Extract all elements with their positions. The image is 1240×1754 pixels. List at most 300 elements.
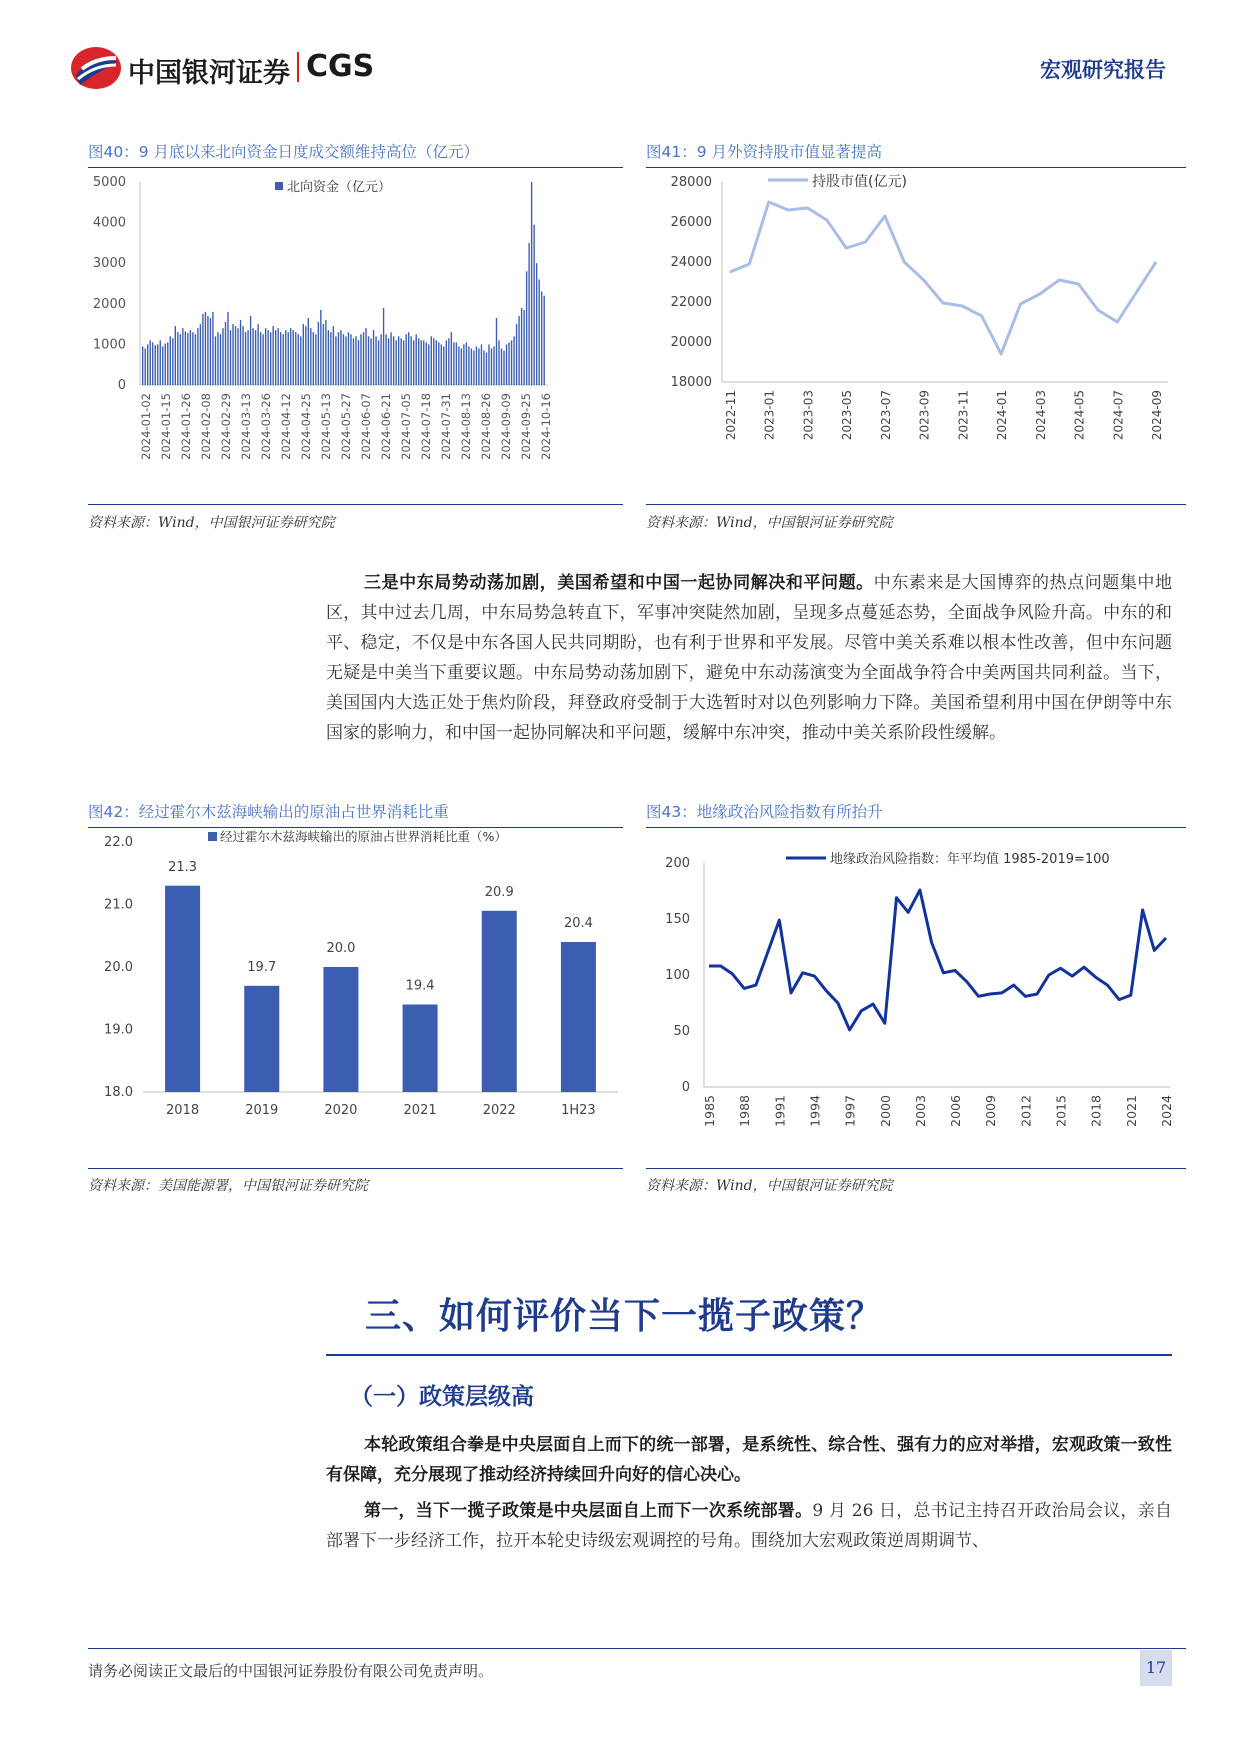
- x-tick-label: 2024-09-25: [519, 393, 533, 460]
- y-tick-label: 200: [665, 856, 690, 871]
- bar: [237, 328, 238, 385]
- bar: [242, 326, 243, 385]
- bar: [333, 326, 334, 385]
- bar: [328, 330, 329, 385]
- x-tick-label: 2018: [1088, 1095, 1104, 1127]
- figure-title-rule: [88, 827, 623, 828]
- bar: [142, 346, 143, 385]
- figure-title-rule: [646, 167, 1186, 168]
- legend-swatch: [208, 832, 217, 841]
- x-tick-label: 2024-06-07: [359, 393, 373, 460]
- bar: [390, 332, 391, 385]
- bar: [300, 336, 301, 385]
- bar: [275, 330, 276, 385]
- bar: [523, 310, 524, 385]
- legend-label: 经过霍尔木兹海峡输出的原油占世界消耗比重（%）: [220, 830, 507, 844]
- figure-title-rule: [646, 827, 1186, 828]
- x-tick-label: 2024-09: [1150, 390, 1164, 441]
- bar: [197, 328, 198, 385]
- bar: [461, 348, 462, 385]
- bar: [395, 340, 396, 385]
- bar: [491, 348, 492, 385]
- x-tick-label: 2022-11: [724, 390, 738, 441]
- y-tick-label: 50: [673, 1024, 690, 1039]
- bar: [207, 316, 208, 385]
- bar: [245, 332, 246, 385]
- y-tick-label: 0: [681, 1080, 690, 1095]
- bar: [393, 336, 394, 385]
- y-tick-label: 21.0: [104, 897, 133, 913]
- x-tick-label: 2015: [1053, 1095, 1069, 1127]
- bar: [448, 338, 449, 385]
- bar: [230, 330, 231, 385]
- x-tick-label: 2003: [912, 1095, 928, 1127]
- x-tick-label: 2023-05: [840, 390, 855, 441]
- series-line: [709, 890, 1166, 1030]
- bar: [305, 326, 306, 385]
- bar: [187, 333, 188, 385]
- bar: [205, 312, 206, 385]
- y-tick-label: 18.0: [104, 1085, 133, 1100]
- paragraph-lead: 本轮政策组合拳是中央层面自上而下的统一部署，是系统性、综合性、强有力的应对举措，宏观政策一致性有保障，充分展现了推动经济持续回升向好的信心决心。: [326, 1435, 1172, 1485]
- bar: [310, 328, 311, 385]
- x-tick-label: 2024-04-12: [279, 393, 293, 460]
- y-tick-label: 22.0: [104, 835, 133, 850]
- y-tick-label: 26000: [670, 215, 712, 230]
- x-tick-label: 2018: [166, 1103, 200, 1118]
- bar: [283, 334, 284, 385]
- bar: [150, 340, 151, 385]
- x-tick-label: 2024-07: [1111, 390, 1126, 441]
- footer-rule: [88, 1648, 1186, 1649]
- bar: [408, 332, 409, 385]
- bar: [446, 340, 447, 385]
- x-tick-label: 2024-03: [1033, 390, 1048, 441]
- bar: [244, 986, 279, 1092]
- y-tick-label: 24000: [670, 255, 712, 270]
- bar: [343, 334, 344, 385]
- bar: [157, 344, 158, 385]
- bar: [353, 338, 354, 385]
- data-label: 20.4: [563, 916, 593, 931]
- x-tick-label: 2024-01-02: [139, 393, 153, 460]
- data-label: 21.3: [168, 859, 198, 875]
- section-title-rule: [326, 1354, 1172, 1356]
- x-tick-label: 2021: [1123, 1095, 1139, 1127]
- bar: [403, 340, 404, 385]
- bar: [308, 318, 309, 385]
- logo-cn-text: 中国银河证券: [128, 58, 290, 89]
- bar: [365, 328, 366, 385]
- bar: [313, 332, 314, 385]
- chart-foreign-holdings: [646, 170, 1186, 500]
- chart-hormuz-oil-share: [88, 830, 623, 1165]
- bar: [385, 334, 386, 385]
- bar: [272, 326, 273, 385]
- figure-41: [646, 140, 1186, 535]
- x-tick-label: 2023-07: [878, 390, 893, 441]
- bar: [293, 330, 294, 385]
- figure-bottom-rule: [646, 1168, 1186, 1169]
- bar: [200, 324, 201, 385]
- x-tick-label: 2024-01-26: [179, 393, 193, 460]
- bar: [222, 328, 223, 385]
- figure-title: 图41：9 月外资持股市值显著提高: [646, 143, 883, 161]
- bar: [471, 348, 472, 385]
- y-tick-label: 150: [665, 912, 690, 927]
- bar: [453, 342, 454, 385]
- x-tick-label: 2023-11: [956, 390, 971, 441]
- bar: [288, 332, 289, 385]
- bar: [252, 328, 253, 385]
- x-tick-label: 2024-07-18: [419, 393, 433, 460]
- bar: [278, 328, 279, 385]
- bar: [262, 334, 263, 385]
- x-tick-label: 2024-03-13: [239, 393, 253, 460]
- x-tick-label: 2024-06-21: [379, 393, 393, 460]
- bar: [513, 336, 514, 385]
- bar: [265, 328, 266, 385]
- bar: [531, 182, 532, 385]
- y-tick-label: 4000: [92, 215, 126, 231]
- x-tick-label: 2022: [482, 1103, 516, 1118]
- x-tick-label: 2009: [983, 1095, 999, 1127]
- x-tick-label: 2020: [324, 1103, 358, 1118]
- bar: [338, 332, 339, 385]
- bar: [368, 336, 369, 385]
- figure-42: [88, 800, 623, 1200]
- chart-northbound-turnover: [88, 170, 623, 500]
- bar: [260, 332, 261, 385]
- figure-source: 资料来源：美国能源署，中国银河证券研究院: [88, 1178, 368, 1194]
- bar: [172, 338, 173, 385]
- bar: [320, 310, 321, 385]
- bar: [380, 334, 381, 385]
- bar: [217, 332, 218, 385]
- bar: [285, 330, 286, 385]
- logo-en-text: CGS: [306, 49, 375, 84]
- bar: [145, 348, 146, 385]
- bar: [473, 350, 474, 385]
- x-tick-label: 1988: [737, 1095, 753, 1127]
- bar: [202, 314, 203, 385]
- figure-title: 图42：经过霍尔木兹海峡输出的原油占世界消耗比重: [88, 803, 449, 821]
- bar: [167, 342, 168, 385]
- bar: [147, 344, 148, 385]
- bar: [375, 336, 376, 385]
- bar: [323, 967, 358, 1092]
- y-tick-label: 100: [665, 968, 690, 983]
- bar: [192, 332, 193, 385]
- x-tick-label: 2021: [403, 1103, 437, 1118]
- subsection-title: （一）政策层级高: [350, 1383, 534, 1410]
- bar: [298, 334, 299, 385]
- paragraph-middle-east: [326, 568, 1172, 748]
- bar: [345, 336, 346, 385]
- bar: [436, 340, 437, 385]
- bar: [483, 350, 484, 385]
- bar: [405, 334, 406, 385]
- bar: [413, 340, 414, 385]
- data-label: 20.9: [484, 884, 514, 900]
- x-tick-label: 2024-08-26: [479, 393, 493, 460]
- y-tick-label: 22000: [670, 295, 712, 310]
- figure-source: 资料来源：Wind，中国银河证券研究院: [88, 515, 335, 531]
- x-tick-label: 2024-01: [995, 390, 1010, 441]
- figure-bottom-rule: [88, 1168, 623, 1169]
- bar: [155, 345, 156, 385]
- bar: [290, 328, 291, 385]
- x-tick-label: 2024-02-29: [219, 393, 233, 460]
- data-label: 19.4: [405, 978, 435, 994]
- x-tick-label: 2024-07-05: [399, 393, 413, 460]
- bar: [433, 338, 434, 385]
- report-type: 宏观研究报告: [1040, 57, 1166, 82]
- bar: [280, 332, 281, 385]
- bar: [212, 312, 213, 385]
- bar: [340, 330, 341, 385]
- x-tick-label: 2024-08-13: [459, 393, 473, 460]
- figure-title: 图40：9 月底以来北向资金日度成交额维持高位（亿元）: [88, 143, 480, 161]
- paragraph-policy-summary: [326, 1430, 1172, 1490]
- y-tick-label: 1000: [92, 337, 126, 353]
- x-tick-label: 2024-01-15: [159, 393, 173, 460]
- header: [0, 0, 1240, 110]
- x-tick-label: 2023-03: [801, 390, 816, 441]
- y-tick-label: 19.0: [104, 1022, 133, 1038]
- figure-43: [646, 800, 1186, 1200]
- bar: [180, 334, 181, 385]
- x-tick-label: 1H23: [561, 1103, 596, 1118]
- bar: [162, 346, 163, 385]
- bar: [421, 340, 422, 385]
- chart-geopolitical-risk: [646, 830, 1186, 1165]
- bar: [398, 336, 399, 385]
- bar: [493, 346, 494, 385]
- bar: [533, 225, 534, 385]
- bar: [257, 324, 258, 385]
- bar: [220, 334, 221, 385]
- data-label: 19.7: [247, 959, 277, 975]
- bar: [476, 346, 477, 385]
- bar: [250, 316, 251, 385]
- x-tick-label: 2024-02-08: [199, 393, 213, 460]
- x-tick-label: 2024: [1159, 1095, 1174, 1127]
- bar: [503, 350, 504, 385]
- bar: [235, 326, 236, 385]
- bar: [451, 332, 452, 385]
- bar: [403, 1005, 438, 1093]
- figure-source: 资料来源：Wind，中国银河证券研究院: [646, 1178, 893, 1194]
- bar: [521, 308, 522, 385]
- bar: [247, 330, 248, 385]
- bar: [325, 320, 326, 385]
- x-tick-label: 2024-04-25: [299, 393, 313, 460]
- bar: [370, 338, 371, 385]
- bar: [323, 324, 324, 385]
- bar: [225, 322, 226, 385]
- bar: [363, 332, 364, 385]
- bar: [466, 342, 467, 385]
- bar: [303, 324, 304, 385]
- bar: [152, 342, 153, 385]
- bar: [478, 348, 479, 385]
- bar: [443, 346, 444, 385]
- bar: [195, 334, 196, 385]
- x-tick-label: 2024-05: [1072, 390, 1087, 441]
- bar: [318, 322, 319, 385]
- bar: [496, 318, 497, 385]
- bar: [295, 332, 296, 385]
- bar: [543, 296, 544, 385]
- paragraph-lead: 三是中东局势动荡加剧，美国希望和中国一起协同解决和平问题。: [364, 573, 874, 593]
- bar: [177, 332, 178, 385]
- bar: [561, 942, 596, 1092]
- bar: [536, 263, 537, 385]
- x-tick-label: 1991: [772, 1095, 788, 1127]
- bar: [182, 328, 183, 385]
- bar: [438, 342, 439, 385]
- bar: [506, 344, 507, 385]
- bar: [355, 336, 356, 385]
- bar: [411, 336, 412, 385]
- x-tick-label: 1994: [807, 1095, 823, 1127]
- bar: [431, 336, 432, 385]
- legend-swatch: [275, 182, 283, 190]
- x-tick-label: 2023-09: [917, 390, 932, 441]
- bar: [541, 292, 542, 385]
- x-tick-label: 2024-05-13: [319, 393, 333, 460]
- x-tick-label: 2024-09-09: [499, 393, 513, 460]
- figure-bottom-rule: [646, 504, 1186, 505]
- y-tick-label: 3000: [92, 256, 126, 272]
- bar: [350, 334, 351, 385]
- x-tick-label: 2024-05-27: [339, 393, 353, 460]
- bar: [185, 331, 186, 385]
- x-tick-label: 2024-03-26: [259, 393, 273, 460]
- paragraph-text: 9 月 26 日，总书记主持召开政治局会议，亲自部署下一步经济工作，拉开本轮史诗级宏观调控的号角。围绕加大宏观政策逆周期调节、: [326, 1501, 1172, 1551]
- bar: [516, 324, 517, 385]
- bar: [400, 338, 401, 385]
- bar: [215, 336, 216, 385]
- bar: [170, 336, 171, 385]
- x-tick-label: 2006: [948, 1095, 964, 1127]
- bar: [335, 336, 336, 385]
- bar: [165, 886, 200, 1092]
- y-tick-label: 20.0: [104, 960, 133, 975]
- bar: [528, 243, 529, 385]
- bar: [190, 330, 191, 385]
- bar: [330, 332, 331, 385]
- bar: [423, 340, 424, 385]
- y-tick-label: 0: [117, 378, 126, 393]
- bar: [348, 332, 349, 385]
- bar: [255, 330, 256, 385]
- legend-label: 地缘政治风险指数：年平均值 1985-2019=100: [830, 852, 1110, 867]
- bar: [416, 334, 417, 385]
- bar: [210, 318, 211, 385]
- bar: [360, 334, 361, 385]
- data-label: 20.0: [326, 941, 356, 956]
- x-tick-label: 2012: [1018, 1095, 1034, 1127]
- paragraph-text: 中东素来是大国博弈的热点问题集中地区，其中过去几周，中东局势急转直下，军事冲突陡然加剧，呈现多点蔓延态势，全面战争风险升高。中东的和平、稳定，不仅是中东各国人民共同期盼，也有利于世界和平发展。尽管中美关系难以根本性改善，但中东问题无疑是中美当下重要议题。中东局势动荡加剧下，避免中东动荡演变为全面战争符合中美两国共同利益。当下，美国国内大选正处于焦灼阶段，拜登政府受制于大选暂时对以色列影响力下降。美国希望利用中国在伊朗等中东国家的影响力，和中国一起协同解决和平问题，缓解中东冲突，推动中美关系阶段性缓解。: [326, 573, 1173, 743]
- figure-title-rule: [88, 167, 623, 168]
- footer-disclaimer: 请务必阅读正文最后的中国银河证券股份有限公司免责声明。: [88, 1662, 494, 1680]
- bar: [388, 338, 389, 385]
- cgs-logo-icon: [70, 45, 122, 91]
- bar: [463, 344, 464, 385]
- figure-source: 资料来源：Wind，中国银河证券研究院: [646, 515, 893, 531]
- bar: [488, 344, 489, 385]
- x-tick-label: 1985: [702, 1095, 717, 1127]
- bar: [426, 342, 427, 385]
- bar: [383, 308, 384, 385]
- figure-title: 图43：地缘政治风险指数有所抬升: [646, 803, 883, 821]
- paragraph-policy-first: [326, 1496, 1172, 1556]
- x-tick-label: 2019: [245, 1103, 279, 1118]
- bar: [240, 320, 241, 385]
- y-tick-label: 2000: [92, 296, 126, 312]
- x-tick-label: 2023-01: [762, 390, 777, 441]
- legend-label: 持股市值(亿元): [812, 174, 907, 190]
- bar: [468, 346, 469, 385]
- logo-divider: [297, 52, 299, 82]
- bar: [498, 340, 499, 385]
- figure-bottom-rule: [88, 504, 623, 505]
- y-tick-label: 5000: [92, 175, 126, 190]
- bar: [175, 326, 176, 385]
- bar: [315, 334, 316, 385]
- bar: [165, 344, 166, 385]
- bar: [441, 344, 442, 385]
- bar: [486, 353, 487, 385]
- bar: [538, 279, 539, 385]
- bar: [458, 346, 459, 385]
- bar: [358, 340, 359, 385]
- x-tick-label: 2000: [877, 1095, 893, 1127]
- series-line: [730, 202, 1156, 354]
- bar: [456, 342, 457, 385]
- bar: [267, 330, 268, 385]
- y-tick-label: 18000: [670, 375, 712, 390]
- x-tick-label: 2024-07-31: [439, 393, 453, 460]
- bar: [428, 344, 429, 385]
- paragraph-lead: 第一，当下一揽子政策是中央层面自上而下一次系统部署。: [364, 1501, 813, 1521]
- section-title: 三、如何评价当下一揽子政策？: [365, 1295, 884, 1337]
- y-tick-label: 28000: [670, 175, 712, 190]
- x-tick-label: 2024-10-16: [539, 393, 553, 460]
- bar: [482, 911, 517, 1092]
- bar: [160, 340, 161, 385]
- bar: [508, 342, 509, 385]
- bar: [511, 340, 512, 385]
- page-number: 17: [1140, 1650, 1172, 1686]
- bar: [501, 348, 502, 385]
- bar: [232, 324, 233, 385]
- bar: [378, 340, 379, 385]
- bar: [481, 344, 482, 385]
- x-tick-label: 1997: [842, 1095, 858, 1127]
- bar: [270, 332, 271, 385]
- bar: [526, 271, 527, 385]
- y-tick-label: 20000: [670, 335, 712, 350]
- bar: [227, 312, 228, 385]
- figure-40: [88, 140, 623, 535]
- legend-label: 北向资金（亿元）: [287, 180, 392, 195]
- bar: [373, 330, 374, 385]
- bar: [518, 316, 519, 385]
- bar: [418, 338, 419, 385]
